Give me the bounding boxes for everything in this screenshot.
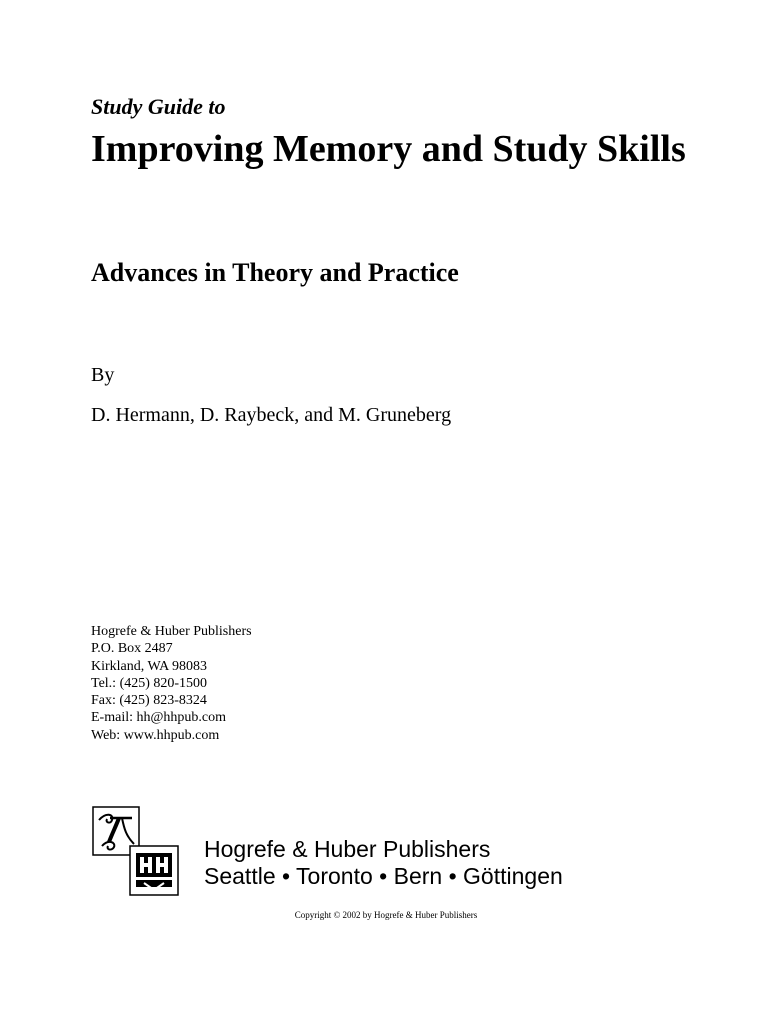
city-name: Seattle (204, 863, 276, 889)
city-separator: • (379, 863, 388, 889)
city-name: Bern (393, 863, 443, 889)
address-line: Fax: (425) 823-8324 (91, 693, 207, 709)
book-subtitle: Advances in Theory and Practice (91, 258, 459, 287)
publisher-name: Hogrefe & Huber Publishers (204, 836, 491, 862)
publisher-banner (204, 836, 563, 890)
city-separator: • (282, 863, 291, 889)
address-line: P.O. Box 2487 (91, 641, 173, 657)
hogrefe-huber-logo-icon (92, 806, 180, 896)
publisher-address (91, 623, 252, 744)
book-title: Improving Memory and Study Skills (91, 128, 686, 170)
study-guide-label: Study Guide to (91, 94, 226, 119)
address-line: E-mail: hh@hhpub.com (91, 710, 226, 726)
address-line: Tel.: (425) 820-1500 (91, 675, 208, 691)
city-name: Toronto (296, 863, 373, 889)
city-separator: • (448, 863, 457, 889)
address-line: Hogrefe & Huber Publishers (91, 624, 252, 639)
copyright-notice: Copyright © 2002 by Hogrefe & Huber Publishers (294, 910, 478, 920)
address-line: Web: www.hhpub.com (91, 727, 220, 743)
by-label: By (91, 364, 115, 386)
address-line: Kirkland, WA 98083 (91, 658, 208, 674)
publisher-cities (204, 863, 563, 890)
city-name: Göttingen (463, 863, 563, 889)
authors: D. Hermann, D. Raybeck, and M. Gruneberg (91, 404, 452, 426)
